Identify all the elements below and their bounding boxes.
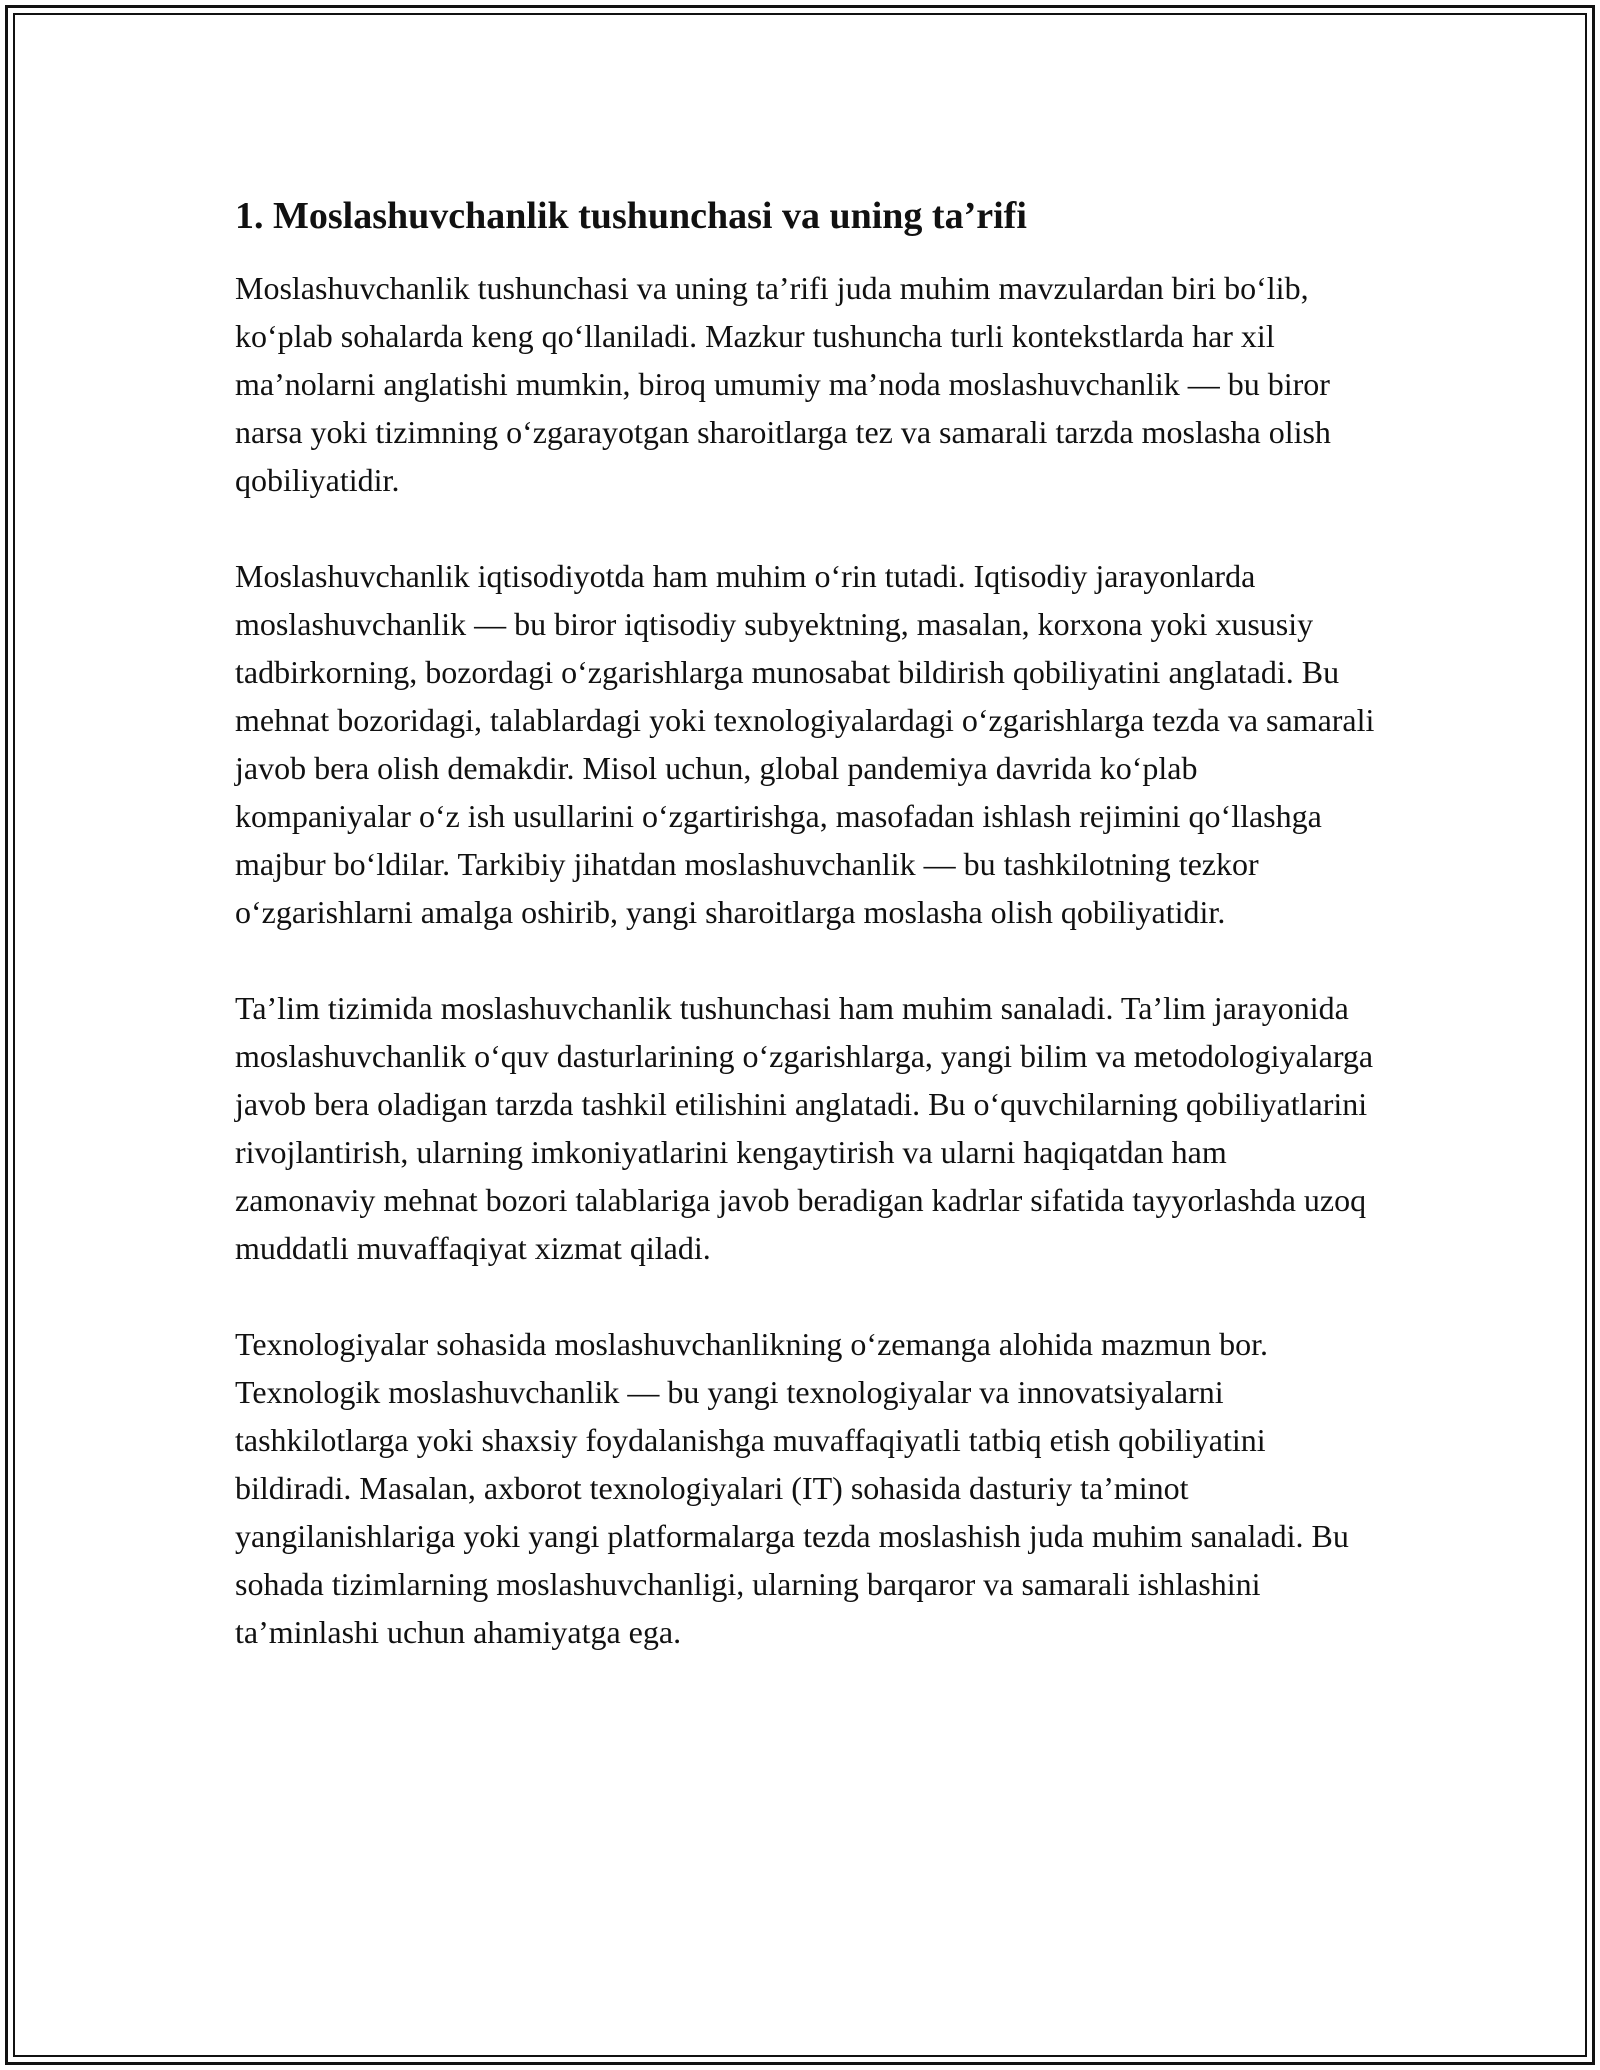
section-heading: 1. Moslashuvchanlik tushunchasi va uning ta’rifi [235, 195, 1027, 237]
paragraph-2: Moslashuvchanlik iqtisodiyotda ham muhim o‘rin tutadi. Iqtisodiy jarayonlarda moslashuvchanlik — bu biror iqtisodiy subyektning, masalan, korxona yoki xususiy tadbirkorning, bozordagi o‘zgarishlarga munosabat bildirish qobiliyatini anglatadi. Bu mehnat bozoridagi, talablardagi yoki texnologiyalardagi o‘zgarishlarga tezda va samarali javob bera olish demakdir. Misol uchun, global pandemiya davrida ko‘plab kompaniyalar o‘z ish usullarini o‘zgartirishga, masofadan ishlash rejimini qo‘llashga majbur bo‘ldilar. Tarkibiy jihatdan moslashuvchanlik — bu tashkilotning tezkor o‘zgarishlarni amalga oshirib, yangi sharoitlarga moslasha olish qobiliyatidir. [235, 558, 1375, 930]
document-body [235, 190, 1375, 1704]
paragraph-4: Texnologiyalar sohasida moslashuvchanlikning o‘zemanga alohida mazmun bor. Texnologik moslashuvchanlik — bu yangi texnologiyalar va innovatsiyalarni tashkilotlarga yoki shaxsiy foydalanishga muvaffaqiyatli tatbiq etish qobiliyatini bildiradi. Masalan, axborot texnologiyalari (IT) sohasida dasturiy ta’minot yangilanishlariga yoki yangi platformalarga tezda moslashish juda muhim sanaladi. Bu sohada tizimlarning moslashuvchanligi, ularning barqaror va samarali ishlashini ta’minlashi uchun ahamiyatga ega. [235, 1326, 1349, 1650]
paragraph-3: Ta’lim tizimida moslashuvchanlik tushunchasi ham muhim sanaladi. Ta’lim jarayonida moslashuvchanlik o‘quv dasturlarining o‘zgarishlarga, yangi bilim va metodologiyalarga javob bera oladigan tarzda tashkil etilishini anglatadi. Bu o‘quvchilarning qobiliyatlarini rivojlantirish, ularning imkoniyatlarini kengaytirish va ularni haqiqatdan ham zamonaviy mehnat bozori talablariga javob beradigan kadrlar sifatida tayyorlashda uzoq muddatli muvaffaqiyat xizmat qiladi. [235, 990, 1374, 1266]
paragraph-1: Moslashuvchanlik tushunchasi va uning ta’rifi juda muhim mavzulardan biri bo‘lib, ko‘plab sohalarda keng qo‘llaniladi. Mazkur tushuncha turli kontekstlarda har xil ma’nolarni anglatishi mumkin, biroq umumiy ma’noda moslashuvchanlik — bu biror narsa yoki tizimning o‘zgarayotgan sharoitlarga tez va samarali tarzda moslasha olish qobiliyatidir. [235, 270, 1331, 498]
